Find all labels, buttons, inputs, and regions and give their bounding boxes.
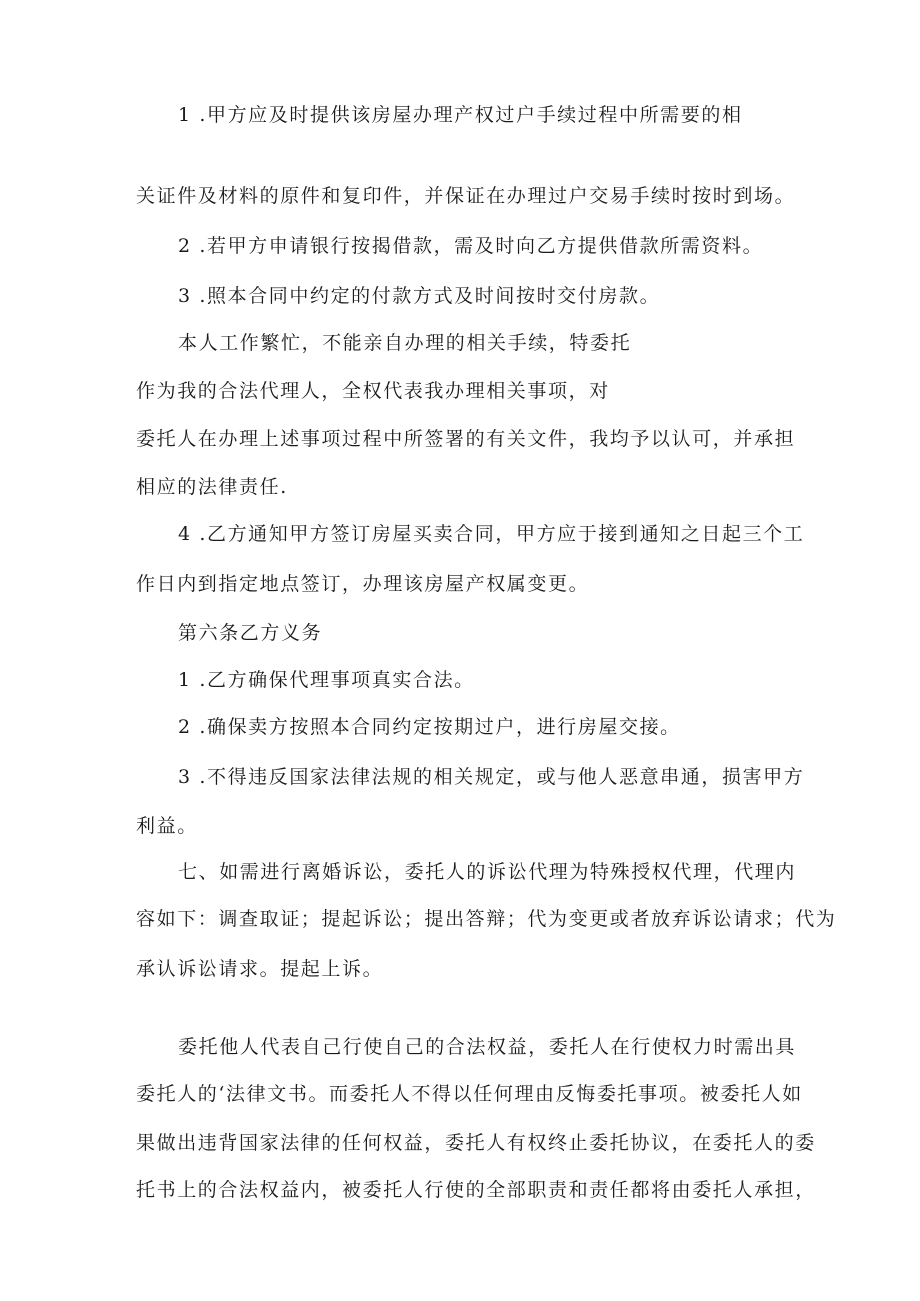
text-line: 1 .甲方应及时提供该房屋办理产权过户手续过程中所需要的相 <box>178 104 743 126</box>
text-line: 委托人的‘法律文书。而委托人不得以任何理由反悔委托事项。被委托人如 <box>136 1083 803 1105</box>
text-line: 利益。 <box>136 815 198 837</box>
text-line: 1 .乙方确保代理事项真实合法。 <box>178 669 475 691</box>
text-line: 4 .乙方通知甲方签订房屋买卖合同，甲方应于接到通知之日起三个工 <box>178 523 805 545</box>
text-line: 托书上的合法权益内，被委托人行使的全部职责和责任都将由委托人承担， <box>136 1179 816 1201</box>
text-line: 相应的法律责任. <box>136 476 288 498</box>
text-line: 容如下：调查取证；提起诉讼；提出答辩；代为变更或者放弃诉讼请求；代为 <box>136 908 837 930</box>
text-line: 作为我的合法代理人，全权代表我办理相关事项，对 <box>136 380 610 402</box>
text-line: 委托他人代表自己行使自己的合法权益，委托人在行使权力时需出具 <box>178 1036 797 1058</box>
text-line: 3 .照本合同中约定的付款方式及时间按时交付房款。 <box>178 285 661 307</box>
text-line: 承认诉讼请求。提起上诉。 <box>136 958 384 980</box>
text-line: 2 .若甲方申请银行按揭借款，需及时向乙方提供借款所需资料。 <box>178 235 764 257</box>
text-line: 关证件及材料的原件和复印件，并保证在办理过户交易手续时按时到场。 <box>136 185 796 207</box>
text-line: 委托人在办理上述事项过程中所签署的有关文件，我均予以认可，并承担 <box>136 428 796 450</box>
text-line: 作日内到指定地点签订，办理该房屋产权属变更。 <box>136 573 590 595</box>
text-line: 七、如需进行离婚诉讼，委托人的诉讼代理为特殊授权代理，代理内 <box>178 861 797 883</box>
text-line: 果做出违背国家法律的任何权益，委托人有权终止委托协议，在委托人的委 <box>136 1132 816 1154</box>
text-line: 3 .不得违反国家法律法规的相关规定，或与他人恶意串通，损害甲方 <box>178 766 805 788</box>
text-line: 2 .确保卖方按照本合同约定按期过户，进行房屋交接。 <box>178 716 681 738</box>
section-heading: 第六条乙方义务 <box>178 622 323 644</box>
text-line: 本人工作繁忙，不能亲自办理的相关手续，特委托 <box>178 332 632 354</box>
